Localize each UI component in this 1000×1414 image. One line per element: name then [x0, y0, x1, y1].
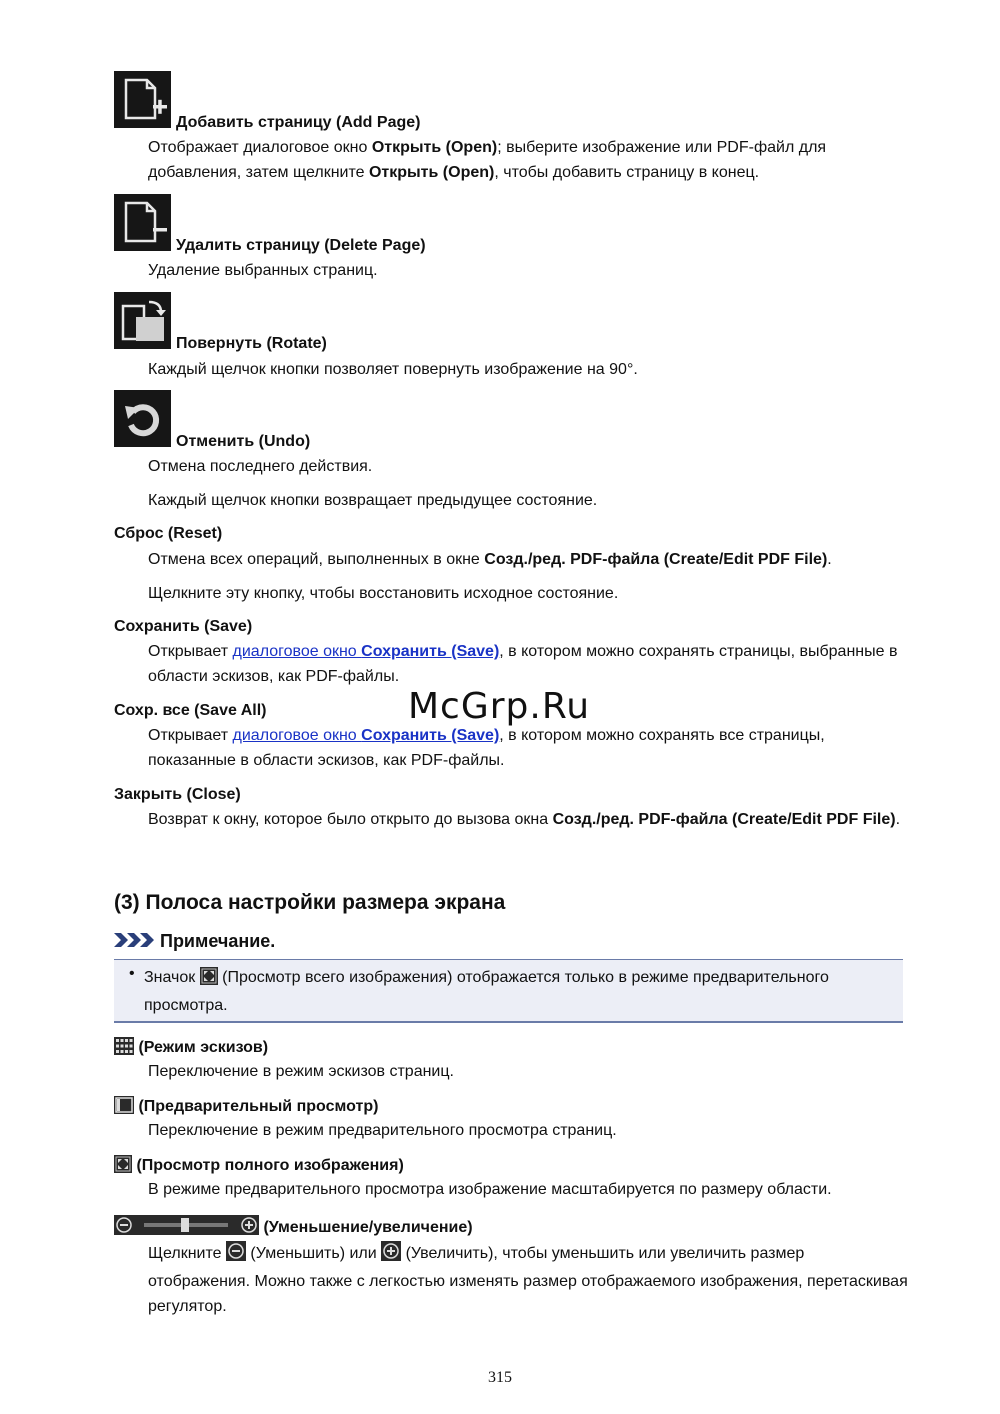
save-description: Открывает диалоговое окно Сохранить (Save), в котором можно сохранять страницы, выбранные в области эскизов, как PDF-файлы.	[148, 643, 898, 685]
thumbnail-mode-title: (Режим эскизов)	[114, 1037, 268, 1060]
full-image-icon	[114, 1155, 132, 1178]
add-page-description: Отображает диалоговое окно Открыть (Open); выберите изображение или PDF-файл для добавления, затем щелкните Открыть (Open), чтобы добавить страницу в конец.	[148, 139, 827, 181]
preview-icon	[114, 1096, 134, 1119]
save-dialog-link[interactable]: диалоговое окно Сохранить (Save)	[232, 643, 500, 660]
close-description: Возврат к окну, которое было открыто до вызова окна Созд./ред. PDF-файла (Create/Edit PDF File).	[148, 811, 901, 828]
thumbnail-grid-icon	[114, 1037, 134, 1060]
delete-page-icon	[114, 194, 171, 251]
reset-title: Сброс (Reset)	[114, 525, 223, 542]
save-all-description: Открывает диалоговое окно Сохранить (Save), в котором можно сохранять все страницы, показанные в области эскизов, как PDF-файлы.	[148, 727, 825, 769]
note-heading: Примечание.	[114, 931, 275, 953]
undo-icon	[114, 390, 171, 447]
section-heading: (3) Полоса настройки размера экрана	[114, 891, 506, 914]
rotate-icon	[114, 292, 171, 349]
save-title: Сохранить (Save)	[114, 618, 253, 635]
zoom-in-icon	[381, 1241, 401, 1269]
delete-page-title: Удалить страницу (Delete Page)	[176, 237, 426, 254]
preview-mode-description: Переключение в режим предварительного просмотра страниц.	[148, 1122, 617, 1139]
undo-description: Отмена последнего действия.	[148, 458, 373, 475]
save-all-title: Сохр. все (Save All)	[114, 702, 267, 719]
preview-mode-title: (Предварительный просмотр)	[114, 1096, 378, 1119]
reset-description: Отмена всех операций, выполненных в окне Созд./ред. PDF-файла (Create/Edit PDF File).	[148, 551, 832, 568]
undo-title: Отменить (Undo)	[176, 433, 311, 450]
note-bullet: •	[129, 965, 135, 982]
note-text: Значок (Просмотр всего изображения) отображается только в режиме предварительного просмотра.	[144, 969, 829, 1014]
full-image-title: (Просмотр полного изображения)	[114, 1155, 404, 1178]
undo-description-2: Каждый щелчок кнопки возвращает предыдущее состояние.	[148, 492, 598, 509]
save-all-dialog-link[interactable]: диалоговое окно Сохранить (Save)	[232, 727, 500, 744]
zoom-out-icon	[226, 1241, 246, 1269]
full-image-icon	[200, 967, 218, 993]
zoom-slider-icon	[114, 1215, 259, 1240]
close-title: Закрыть (Close)	[114, 786, 241, 803]
delete-page-description: Удаление выбранных страниц.	[148, 262, 378, 279]
note-arrows-icon	[114, 932, 156, 953]
watermark: McGrp.Ru	[408, 686, 591, 727]
reset-description-2: Щелкните эту кнопку, чтобы восстановить исходное состояние.	[148, 585, 619, 602]
zoom-description: Щелкните (Уменьшить) или (Увеличить), чтобы уменьшить или увеличить размер отображения. Можно также с легкостью изменять размер отображаемого изображения, перетаскивая регулятор.	[148, 1241, 908, 1319]
zoom-title: (Уменьшение/увеличение)	[114, 1215, 473, 1240]
page-number: 315	[488, 1369, 512, 1386]
rotate-title: Повернуть (Rotate)	[176, 335, 327, 352]
thumbnail-mode-description: Переключение в режим эскизов страниц.	[148, 1063, 454, 1080]
rotate-description: Каждый щелчок кнопки позволяет повернуть изображение на 90°.	[148, 361, 638, 378]
add-page-icon	[114, 71, 171, 128]
full-image-description: В режиме предварительного просмотра изображение масштабируется по размеру области.	[148, 1181, 832, 1198]
add-page-title: Добавить страницу (Add Page)	[176, 114, 421, 131]
